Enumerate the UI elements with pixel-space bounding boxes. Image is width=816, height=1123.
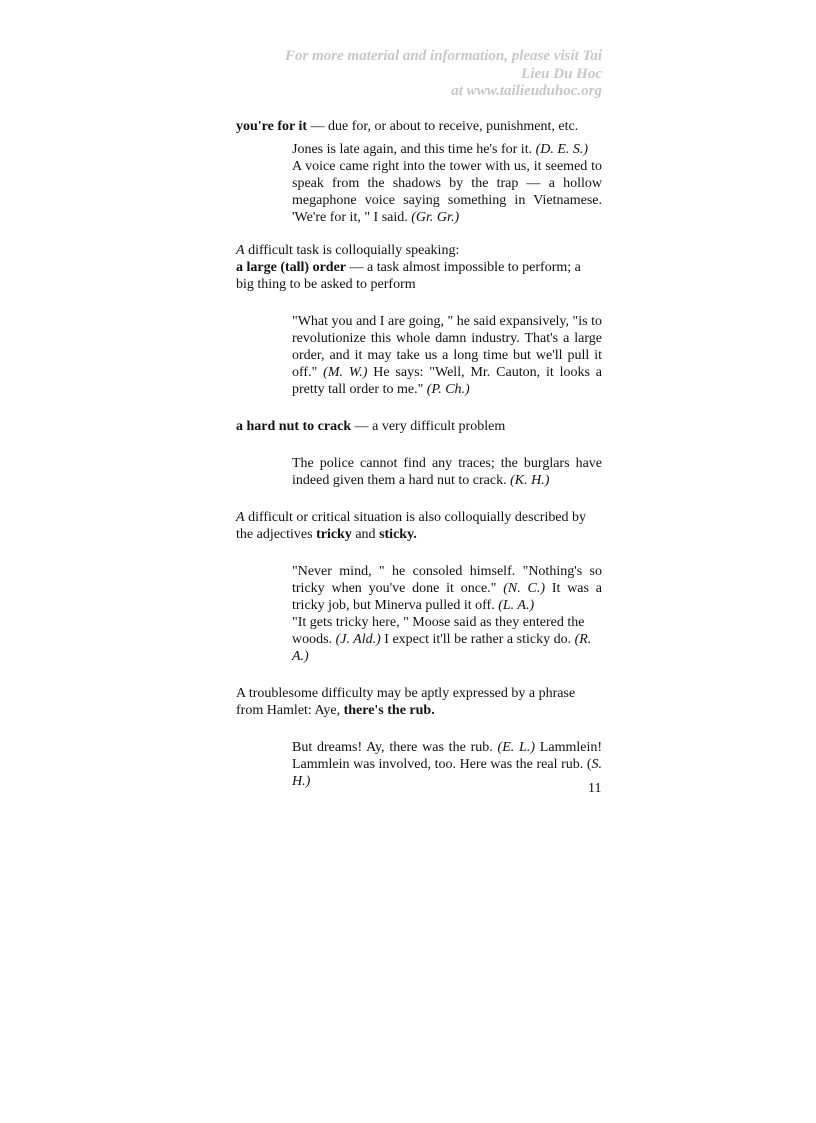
quote-source: (L. A.) [498, 598, 535, 613]
example-quote [292, 141, 602, 158]
quote-source: (M. W.) [323, 365, 368, 380]
quote-text: He says: "Well, Mr. Cauton, it looks a pretty tall order to me." [292, 365, 602, 397]
intro-text: difficult task is colloquially speaking: [244, 243, 460, 258]
term: there's the rub. [343, 703, 435, 718]
example-quote [292, 739, 602, 790]
example-quote [292, 158, 602, 226]
intro-text: A troublesome difficulty may be aptly expressed by a phrase from Hamlet: Aye, [236, 686, 576, 718]
quote-source: S. H.) [292, 757, 602, 789]
quote-text: Jones is late again, and this time he's for it. [292, 142, 536, 157]
quote-source: (J. Ald.) [335, 632, 381, 647]
example-quote [292, 563, 602, 614]
quote-source: (N. C.) [503, 581, 546, 596]
italic-letter: A [236, 510, 245, 525]
term: you're for it [236, 119, 308, 134]
quote-text: I expect it'll be rather a sticky do. [380, 632, 575, 647]
intro-paragraph [236, 685, 602, 719]
entry-hard-nut [236, 418, 602, 435]
italic-letter: A [236, 243, 245, 258]
quote-text: It was a tricky job, but Minerva pulled it off. [292, 581, 602, 613]
example-quote [292, 455, 602, 489]
intro-text: and [351, 527, 380, 542]
quote-text: "It gets tricky here, " Moose said as they entered the woods. [292, 615, 585, 647]
page-number: 11 [588, 781, 602, 796]
quote-text: Lammlein! Lammlein was involved, too. Here was the real rub. ( [292, 740, 603, 772]
quote-text: "Never mind, " he consoled himself. "Nothing's so tricky when you've done it once." [292, 564, 602, 596]
term: sticky. [379, 527, 417, 542]
intro-paragraph [236, 509, 602, 543]
quote-text: The police cannot find any traces; the burglars have indeed given them a hard nut to crack. [292, 456, 602, 488]
quote-source: (K. H.) [510, 473, 550, 488]
quote-source: (E. L.) [497, 740, 536, 755]
example-quote [292, 614, 602, 665]
quote-source: (D. E. S.) [535, 142, 589, 157]
entry-large-order [236, 259, 602, 293]
quote-text: "What you and I are going, " he said expansively, "is to revolutionize this whole damn industry. That's a large order, and it may take us a long time but we'll pull it off." [292, 314, 602, 380]
watermark-line-1: For more material and information, please visit Tai [285, 48, 602, 64]
quote-source: (R. A.) [292, 632, 592, 664]
entry-youre-for-it [236, 118, 602, 135]
intro-paragraph [236, 242, 602, 259]
term: a hard nut to crack [236, 419, 352, 434]
definition: — a task almost impossible to perform; a big thing to be asked to perform [236, 260, 581, 292]
definition: — a very difficult problem [351, 419, 506, 434]
page-body [236, 118, 602, 790]
quote-text: But dreams! Ay, there was the rub. [292, 740, 498, 755]
watermark-line-3: at www.tailieuduhoc.org [451, 83, 602, 99]
watermark-line-2: Lieu Du Hoc [521, 65, 602, 82]
quote-source: (P. Ch.) [426, 382, 470, 397]
term: tricky [316, 527, 352, 542]
quote-source: (Gr. Gr.) [411, 210, 460, 225]
definition: — due for, or about to receive, punishment, etc. [307, 119, 579, 134]
watermark [222, 48, 602, 101]
intro-text: difficult or critical situation is also colloquially described by the adjectives [236, 510, 587, 542]
example-quote [292, 313, 602, 398]
term: a large (tall) order [236, 260, 347, 275]
quote-text: A voice came right into the tower with us, it seemed to speak from the shadows by the trap — a hollow megaphone voice saying something in Vietnamese. 'We're for it, " I said. [292, 159, 602, 225]
